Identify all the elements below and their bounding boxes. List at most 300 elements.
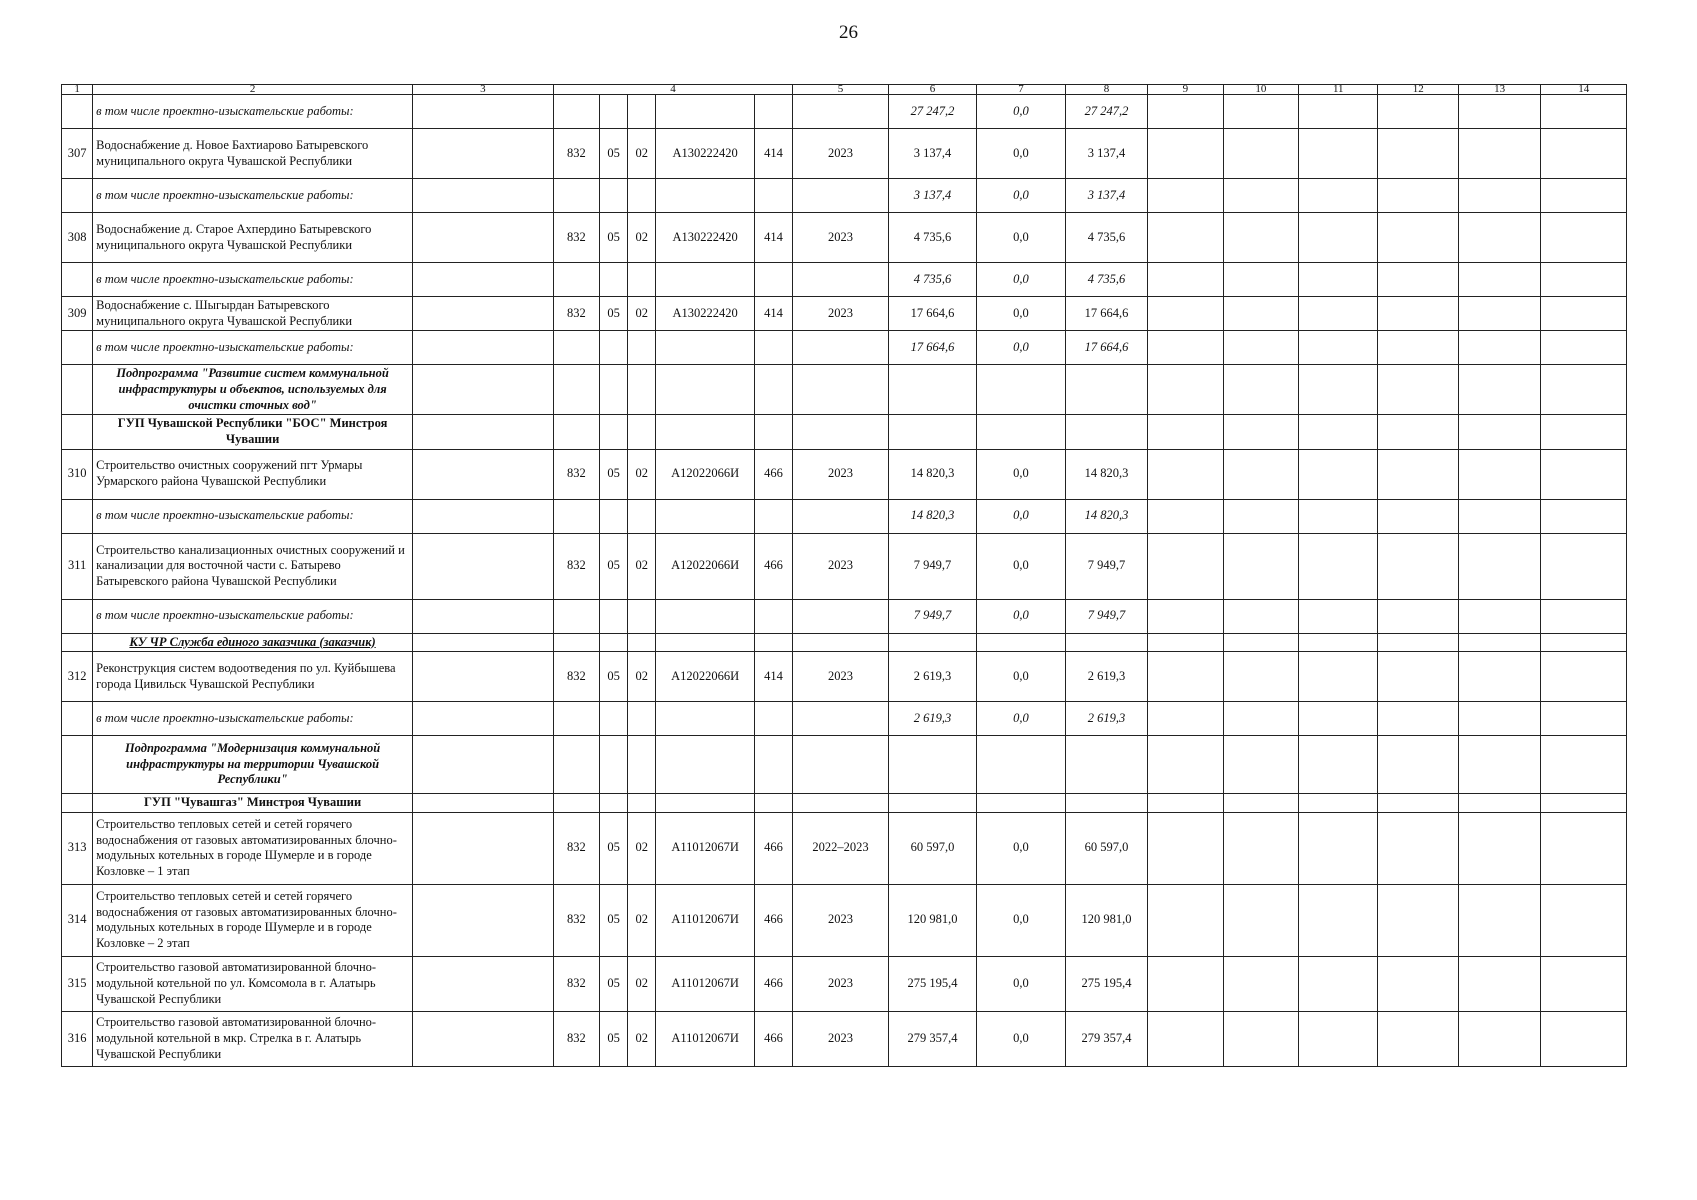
row-number-cell [62,415,93,449]
amount-col6-cell: 7 949,7 [888,533,977,599]
amount-col6-cell: 60 597,0 [888,812,977,884]
year-cell [793,794,889,813]
podrazdel-cell: 02 [628,956,656,1011]
amount-col6-cell [888,794,977,813]
table-row [62,533,1627,599]
col14-cell [1541,794,1627,813]
podrazdel-cell [628,599,656,633]
razdel-cell: 05 [600,884,628,956]
row-number-cell: 312 [62,652,93,702]
amount-col8-cell: 120 981,0 [1065,884,1147,956]
amount-col6-cell: 17 664,6 [888,297,977,331]
vid-rashodov-cell: 466 [754,812,792,884]
razdel-cell: 05 [600,812,628,884]
vid-rashodov-cell [754,179,792,213]
year-cell [793,599,889,633]
glavnyi-rasporyaditel-cell: 832 [553,533,599,599]
col13-cell [1458,702,1540,736]
table-row [62,956,1627,1011]
amount-col7-cell: 0,0 [977,95,1066,129]
glavnyi-rasporyaditel-cell: 832 [553,297,599,331]
table-row [62,702,1627,736]
col9-cell [1148,179,1223,213]
col14-cell [1541,736,1627,794]
col3-cell [413,263,554,297]
table-row [62,331,1627,365]
glavnyi-rasporyaditel-cell [553,633,599,652]
col11-cell [1299,652,1378,702]
object-name-cell: Строительство очистных сооружений пгт Урмары Урмарского района Чувашской Республики [93,449,413,499]
celevaya-statya-cell [656,702,755,736]
amount-col6-cell: 2 619,3 [888,702,977,736]
glavnyi-rasporyaditel-cell: 832 [553,1011,599,1066]
col3-cell [413,1011,554,1066]
col12-cell [1378,129,1458,179]
amount-col8-cell: 2 619,3 [1065,702,1147,736]
celevaya-statya-cell [656,365,755,415]
amount-col6-cell: 3 137,4 [888,129,977,179]
year-cell: 2023 [793,652,889,702]
col12-cell [1378,956,1458,1011]
col11-cell [1299,794,1378,813]
col11-cell [1299,129,1378,179]
amount-col8-cell: 17 664,6 [1065,297,1147,331]
col12-cell [1378,812,1458,884]
razdel-cell [600,415,628,449]
row-number-cell [62,633,93,652]
row-number-cell [62,263,93,297]
col3-cell [413,449,554,499]
razdel-cell: 05 [600,1011,628,1066]
col9-cell [1148,365,1223,415]
amount-col6-cell: 120 981,0 [888,884,977,956]
col12-cell [1378,736,1458,794]
col10-cell [1223,449,1298,499]
object-name-cell: Строительство канализационных очистных сооружений и канализации для восточной части с. Батырево Батыревского района Чувашской Республики [93,533,413,599]
column-number-row [62,85,1627,95]
celevaya-statya-cell: А11012067И [656,812,755,884]
col13-cell [1458,884,1540,956]
col14-cell [1541,812,1627,884]
amount-col7-cell: 0,0 [977,263,1066,297]
col9-cell [1148,702,1223,736]
podrazdel-cell: 02 [628,449,656,499]
col14-cell [1541,129,1627,179]
amount-col6-cell [888,633,977,652]
amount-col6-cell: 279 357,4 [888,1011,977,1066]
object-name-cell: Строительство газовой автоматизированной блочно-модульной котельной по ул. Комсомола в г. Алатырь Чувашской Республики [93,956,413,1011]
row-number-cell: 307 [62,129,93,179]
col10-cell [1223,736,1298,794]
table-row [62,297,1627,331]
col9-cell [1148,1011,1223,1066]
col3-cell [413,415,554,449]
col14-cell [1541,297,1627,331]
year-cell: 2022–2023 [793,812,889,884]
vid-rashodov-cell: 414 [754,213,792,263]
col3-cell [413,365,554,415]
celevaya-statya-cell: А11012067И [656,956,755,1011]
amount-col6-cell: 2 619,3 [888,652,977,702]
amount-col7-cell [977,633,1066,652]
col13-cell [1458,599,1540,633]
glavnyi-rasporyaditel-cell [553,794,599,813]
col3-cell [413,297,554,331]
object-name-cell: Водоснабжение с. Шыгырдан Батыревского муниципального округа Чувашской Республики [93,297,413,331]
amount-col6-cell: 14 820,3 [888,449,977,499]
row-number-cell: 316 [62,1011,93,1066]
col12-cell [1378,652,1458,702]
col11-cell [1299,331,1378,365]
col14-cell [1541,702,1627,736]
col3-cell [413,179,554,213]
col10-cell [1223,533,1298,599]
year-cell: 2023 [793,533,889,599]
celevaya-statya-cell [656,331,755,365]
col13-cell [1458,415,1540,449]
col-header-8: 8 [1065,85,1147,95]
amount-col6-cell: 4 735,6 [888,213,977,263]
object-name-cell: Водоснабжение д. Новое Бахтиарово Батыревского муниципального округа Чувашской Республики [93,129,413,179]
col10-cell [1223,633,1298,652]
amount-col7-cell: 0,0 [977,533,1066,599]
col10-cell [1223,812,1298,884]
glavnyi-rasporyaditel-cell: 832 [553,652,599,702]
table-row [62,812,1627,884]
col9-cell [1148,331,1223,365]
year-cell [793,263,889,297]
object-name-cell: КУ ЧР Служба единого заказчика (заказчик) [93,633,413,652]
podrazdel-cell [628,365,656,415]
col3-cell [413,533,554,599]
vid-rashodov-cell [754,365,792,415]
col12-cell [1378,95,1458,129]
celevaya-statya-cell [656,736,755,794]
col14-cell [1541,499,1627,533]
amount-col8-cell: 27 247,2 [1065,95,1147,129]
row-number-cell [62,95,93,129]
object-name-cell: в том числе проектно-изыскательские работы: [93,263,413,297]
glavnyi-rasporyaditel-cell [553,702,599,736]
col10-cell [1223,1011,1298,1066]
col14-cell [1541,415,1627,449]
col12-cell [1378,884,1458,956]
col-header-3: 3 [413,85,554,95]
glavnyi-rasporyaditel-cell: 832 [553,812,599,884]
amount-col7-cell: 0,0 [977,1011,1066,1066]
col14-cell [1541,95,1627,129]
col9-cell [1148,884,1223,956]
year-cell [793,365,889,415]
col3-cell [413,736,554,794]
razdel-cell: 05 [600,533,628,599]
podrazdel-cell: 02 [628,533,656,599]
col11-cell [1299,213,1378,263]
object-name-cell: в том числе проектно-изыскательские работы: [93,599,413,633]
col10-cell [1223,179,1298,213]
amount-col7-cell: 0,0 [977,297,1066,331]
table-row [62,652,1627,702]
amount-col7-cell: 0,0 [977,179,1066,213]
col10-cell [1223,331,1298,365]
col11-cell [1299,702,1378,736]
podrazdel-cell: 02 [628,1011,656,1066]
amount-col8-cell: 4 735,6 [1065,213,1147,263]
razdel-cell [600,365,628,415]
col14-cell [1541,263,1627,297]
vid-rashodov-cell [754,633,792,652]
vid-rashodov-cell: 466 [754,1011,792,1066]
celevaya-statya-cell: А12022066И [656,449,755,499]
col10-cell [1223,129,1298,179]
object-name-cell: в том числе проектно-изыскательские работы: [93,331,413,365]
row-number-cell: 310 [62,449,93,499]
celevaya-statya-cell: А12022066И [656,652,755,702]
col10-cell [1223,499,1298,533]
razdel-cell [600,263,628,297]
col11-cell [1299,956,1378,1011]
podrazdel-cell [628,633,656,652]
table-row [62,599,1627,633]
amount-col7-cell [977,415,1066,449]
glavnyi-rasporyaditel-cell: 832 [553,129,599,179]
amount-col7-cell: 0,0 [977,499,1066,533]
row-number-cell [62,331,93,365]
object-name-cell: в том числе проектно-изыскательские работы: [93,499,413,533]
col-header-12: 12 [1378,85,1458,95]
col-header-9: 9 [1148,85,1223,95]
amount-col7-cell: 0,0 [977,129,1066,179]
col3-cell [413,129,554,179]
col14-cell [1541,884,1627,956]
col14-cell [1541,533,1627,599]
col9-cell [1148,415,1223,449]
razdel-cell [600,599,628,633]
amount-col8-cell: 2 619,3 [1065,652,1147,702]
row-number-cell [62,599,93,633]
object-name-cell: Строительство тепловых сетей и сетей горячего водоснабжения от газовых автоматизированных блочно-модульных котельных в городе Шумерле и в городе Козловке – 2 этап [93,884,413,956]
razdel-cell [600,499,628,533]
podrazdel-cell [628,179,656,213]
object-name-cell: Реконструкция систем водоотведения по ул. Куйбышева города Цивильск Чувашской Республики [93,652,413,702]
amount-col6-cell: 27 247,2 [888,95,977,129]
col9-cell [1148,533,1223,599]
table-row [62,633,1627,652]
razdel-cell [600,794,628,813]
object-name-cell: Подпрограмма "Развитие систем коммунальной инфраструктуры и объектов, используемых для очистки сточных вод" [93,365,413,415]
amount-col8-cell: 3 137,4 [1065,179,1147,213]
amount-col7-cell [977,736,1066,794]
celevaya-statya-cell [656,179,755,213]
row-number-cell [62,499,93,533]
row-number-cell [62,365,93,415]
year-cell: 2023 [793,1011,889,1066]
table-row [62,179,1627,213]
vid-rashodov-cell: 414 [754,652,792,702]
col13-cell [1458,633,1540,652]
amount-col7-cell [977,365,1066,415]
amount-col8-cell [1065,794,1147,813]
col12-cell [1378,449,1458,499]
col14-cell [1541,331,1627,365]
year-cell [793,633,889,652]
col14-cell [1541,1011,1627,1066]
amount-col8-cell: 7 949,7 [1065,533,1147,599]
amount-col6-cell: 7 949,7 [888,599,977,633]
year-cell [793,179,889,213]
glavnyi-rasporyaditel-cell [553,499,599,533]
col12-cell [1378,1011,1458,1066]
col12-cell [1378,213,1458,263]
col-header-5: 5 [793,85,889,95]
glavnyi-rasporyaditel-cell: 832 [553,956,599,1011]
podrazdel-cell: 02 [628,213,656,263]
amount-col7-cell: 0,0 [977,449,1066,499]
col-header-6: 6 [888,85,977,95]
amount-col8-cell: 279 357,4 [1065,1011,1147,1066]
razdel-cell: 05 [600,297,628,331]
col-header-10: 10 [1223,85,1298,95]
col11-cell [1299,499,1378,533]
col-header-11: 11 [1299,85,1378,95]
glavnyi-rasporyaditel-cell [553,415,599,449]
year-cell [793,415,889,449]
amount-col6-cell [888,365,977,415]
glavnyi-rasporyaditel-cell [553,95,599,129]
col3-cell [413,499,554,533]
col13-cell [1458,95,1540,129]
col12-cell [1378,633,1458,652]
col10-cell [1223,956,1298,1011]
col10-cell [1223,702,1298,736]
amount-col8-cell [1065,736,1147,794]
col3-cell [413,794,554,813]
glavnyi-rasporyaditel-cell: 832 [553,449,599,499]
amount-col8-cell: 60 597,0 [1065,812,1147,884]
amount-col8-cell [1065,415,1147,449]
col10-cell [1223,599,1298,633]
year-cell: 2023 [793,129,889,179]
col12-cell [1378,297,1458,331]
podrazdel-cell [628,95,656,129]
col11-cell [1299,599,1378,633]
vid-rashodov-cell [754,95,792,129]
col13-cell [1458,1011,1540,1066]
amount-col7-cell: 0,0 [977,331,1066,365]
year-cell [793,702,889,736]
col13-cell [1458,736,1540,794]
page-number: 26 [839,22,858,43]
col3-cell [413,633,554,652]
col11-cell [1299,449,1378,499]
razdel-cell [600,179,628,213]
vid-rashodov-cell: 466 [754,956,792,1011]
col11-cell [1299,415,1378,449]
amount-col7-cell [977,794,1066,813]
col9-cell [1148,129,1223,179]
col12-cell [1378,179,1458,213]
row-number-cell: 315 [62,956,93,1011]
celevaya-statya-cell: А11012067И [656,884,755,956]
col10-cell [1223,213,1298,263]
table-row [62,499,1627,533]
year-cell [793,736,889,794]
year-cell: 2023 [793,956,889,1011]
glavnyi-rasporyaditel-cell [553,263,599,297]
amount-col6-cell: 17 664,6 [888,331,977,365]
col11-cell [1299,1011,1378,1066]
razdel-cell [600,736,628,794]
col11-cell [1299,736,1378,794]
col12-cell [1378,263,1458,297]
object-name-cell: ГУП "Чувашгаз" Минстроя Чувашии [93,794,413,813]
amount-col7-cell: 0,0 [977,213,1066,263]
vid-rashodov-cell: 466 [754,449,792,499]
vid-rashodov-cell [754,702,792,736]
amount-col8-cell: 275 195,4 [1065,956,1147,1011]
amount-col6-cell: 14 820,3 [888,499,977,533]
podrazdel-cell [628,415,656,449]
celevaya-statya-cell: А130222420 [656,129,755,179]
col9-cell [1148,812,1223,884]
razdel-cell [600,331,628,365]
col14-cell [1541,179,1627,213]
amount-col8-cell [1065,365,1147,415]
podrazdel-cell: 02 [628,884,656,956]
vid-rashodov-cell [754,794,792,813]
col13-cell [1458,533,1540,599]
col10-cell [1223,297,1298,331]
col10-cell [1223,415,1298,449]
celevaya-statya-cell [656,794,755,813]
col3-cell [413,702,554,736]
object-name-cell: Водоснабжение д. Старое Ахпердино Батыревского муниципального округа Чувашской Республики [93,213,413,263]
col3-cell [413,652,554,702]
vid-rashodov-cell [754,499,792,533]
glavnyi-rasporyaditel-cell [553,179,599,213]
col13-cell [1458,179,1540,213]
table-body [62,85,1627,1067]
podrazdel-cell: 02 [628,297,656,331]
glavnyi-rasporyaditel-cell [553,365,599,415]
col12-cell [1378,415,1458,449]
col11-cell [1299,812,1378,884]
table-row [62,263,1627,297]
col10-cell [1223,365,1298,415]
col10-cell [1223,652,1298,702]
row-number-cell: 309 [62,297,93,331]
amount-col6-cell: 4 735,6 [888,263,977,297]
col10-cell [1223,95,1298,129]
amount-col7-cell: 0,0 [977,702,1066,736]
col9-cell [1148,599,1223,633]
col12-cell [1378,499,1458,533]
col3-cell [413,956,554,1011]
razdel-cell [600,95,628,129]
celevaya-statya-cell [656,263,755,297]
row-number-cell [62,794,93,813]
col14-cell [1541,633,1627,652]
col11-cell [1299,884,1378,956]
glavnyi-rasporyaditel-cell: 832 [553,884,599,956]
col9-cell [1148,449,1223,499]
year-cell: 2023 [793,449,889,499]
col13-cell [1458,129,1540,179]
col3-cell [413,95,554,129]
col11-cell [1299,297,1378,331]
vid-rashodov-cell [754,415,792,449]
col13-cell [1458,499,1540,533]
